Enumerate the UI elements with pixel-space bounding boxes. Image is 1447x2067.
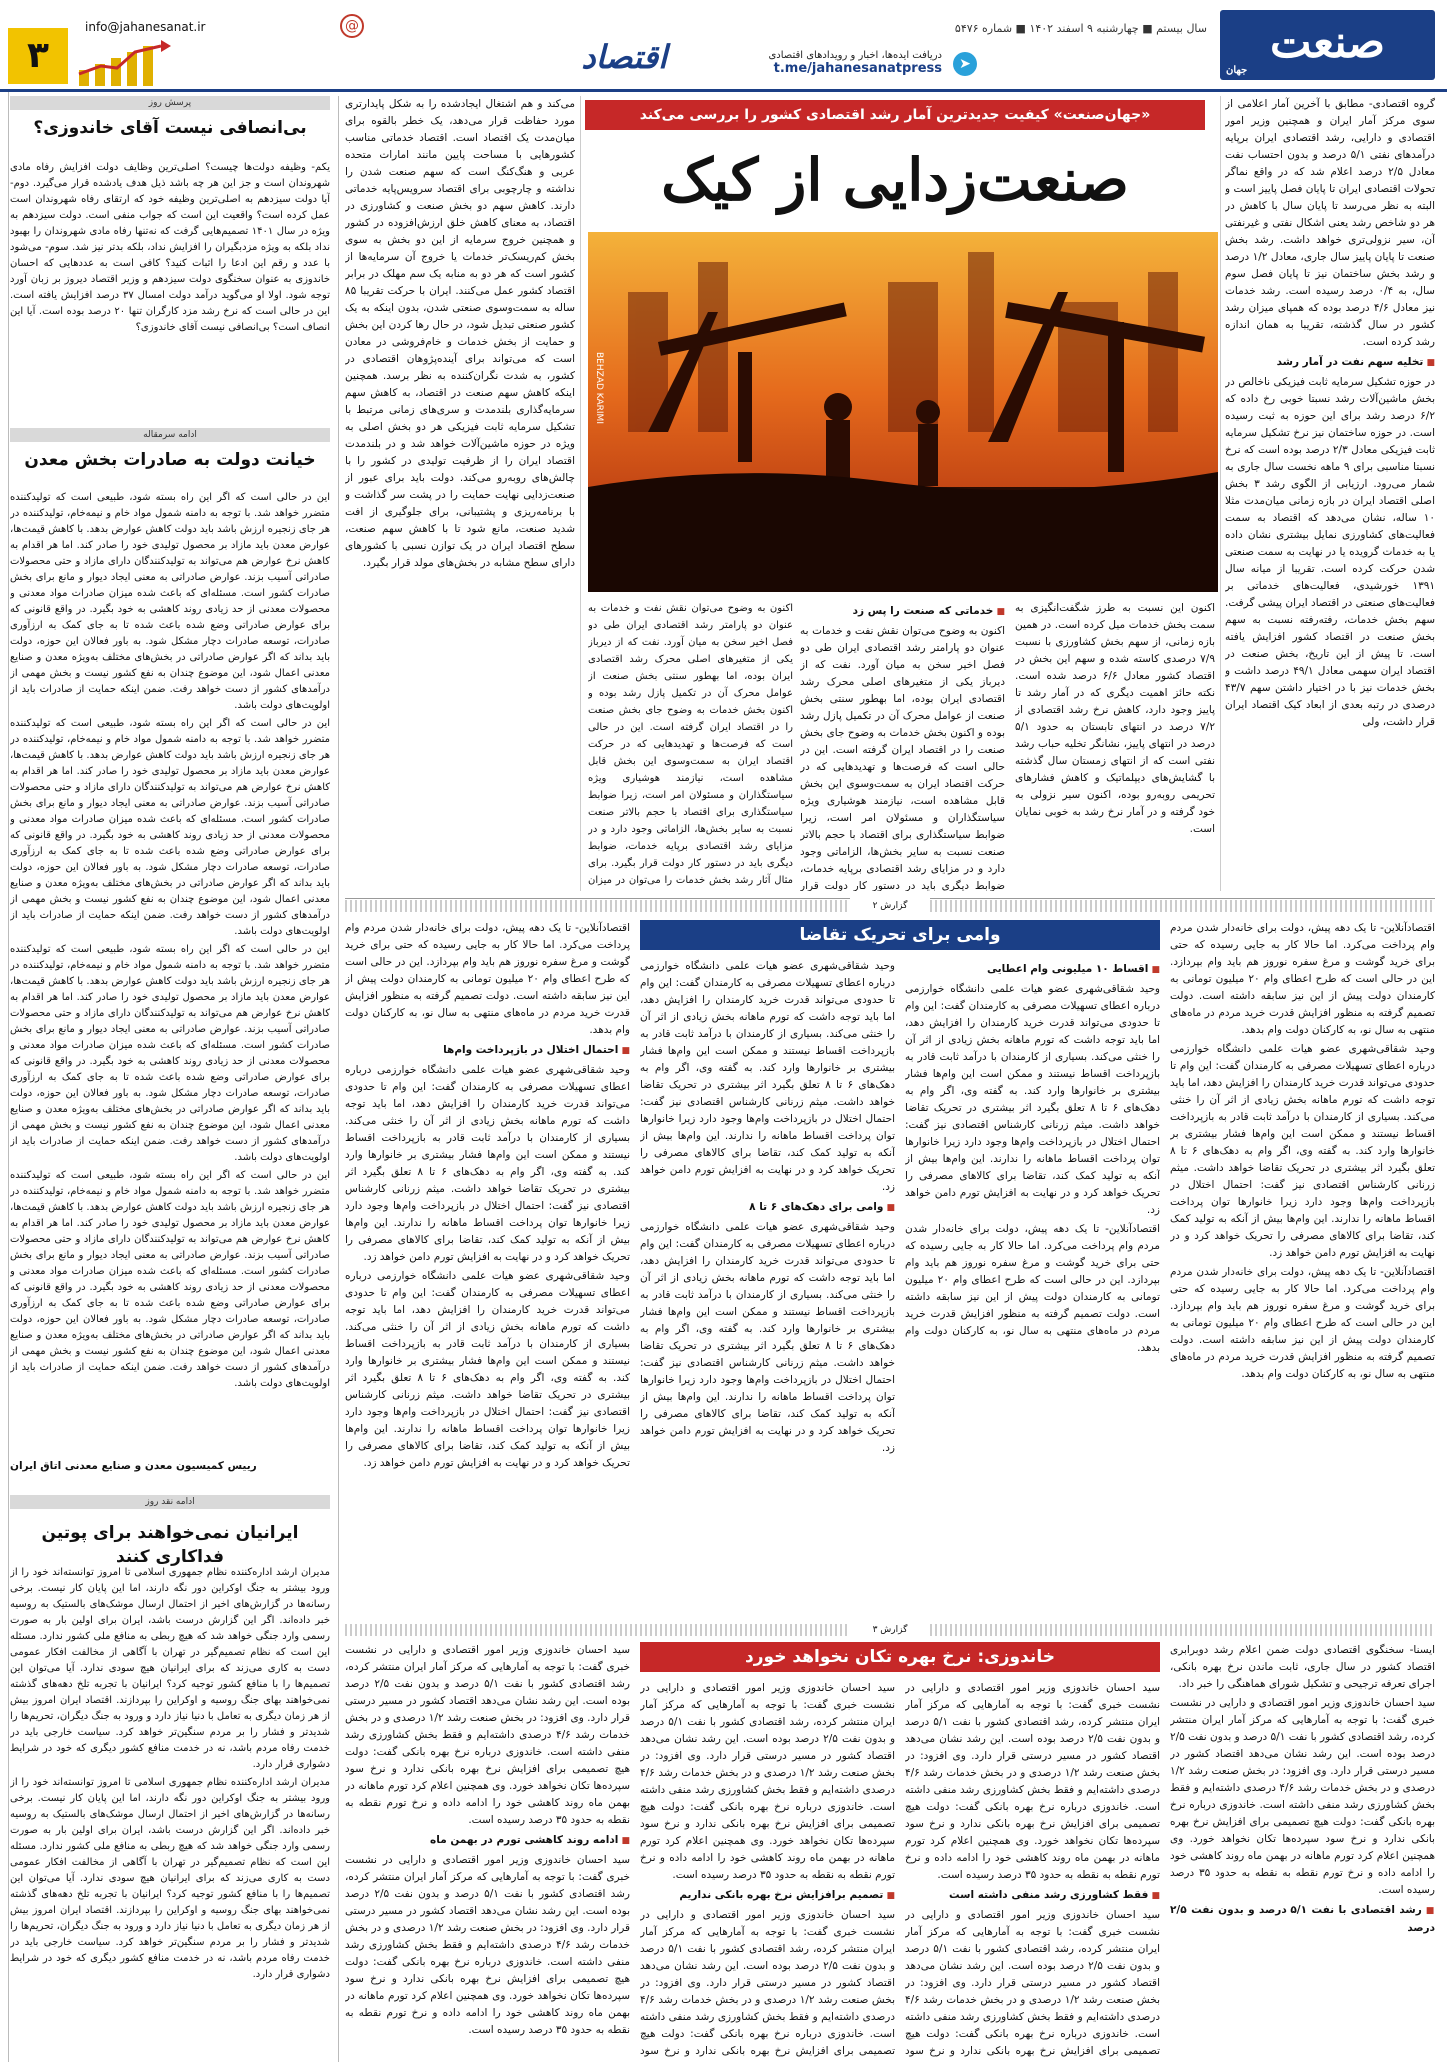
- report3-subhead-4: ■ ادامه روند کاهشی تورم در بهمن ماه: [345, 1832, 630, 1850]
- report3-text-3: سید احسان خاندوزی وزیر امور اقتصادی و دارایی در نشست خبری گفت: با توجه به آمارهایی که مرکز آمار ایران منتشر کرده، رشد اقتصادی کشور با نفت ۵/۱ درصد و بدون نفت ۲/۵ درصد بوده است. این رشد نشان می‌دهد اقتصاد کشور در مسیر درستی قرار دارد. وی افزود: در بخش صنعت رشد ۱/۲ درصدی و در بخش خدمات رشد ۴/۶ درصدی داشته‌ایم و فقط بخش کشاورزی رشد منفی داشته است. خاندوزی درباره نرخ بهره بانکی گفت: دولت هیچ تصمیمی برای افزایش نرخ بهره بانکی ندارد و نرخ سود: [905, 1909, 1160, 2057]
- report2-lead-repeat: اقتصادآنلاین- تا یک دهه پیش، دولت برای خانه‌دار شدن مردم وام پرداخت می‌کرد. اما حالا کار به جایی رسیده که حتی برای خرید گوشت و مرغ سفره نوروز هم باید وام بپردازد. این در حالی است که طرح اعطای وام ۲۰ میلیون تومانی به کارمندان دولت پیش از این نیز سابقه داشته است. دولت تصمیم گرفته به منظور افزایش قدرت خرید مردم در ماه‌های منتهی به سال نو، به کارکنان دولت وام بدهد.: [1170, 1266, 1435, 1380]
- report3-col-3: [640, 1680, 895, 2062]
- report2-col-3: [640, 958, 895, 1610]
- critique-title: ایرانیان نمی‌خواهند برای پوتین فداکاری کنند: [41, 1523, 299, 1567]
- main-body-d: می‌کند و هم اشتغال ایجادشده را به شکل پایدارتری مورد حفاظت قرار می‌دهد، یک خطر بالقوه برای میان‌مدت یک اقتصاد است. اقتصاد خدماتی مناسب کشورهایی با مساحت پایین مانند امارات متحده عربی و هنگ‌کنگ است که سهم صنعت شدن را نداشته و چارچوبی برای اقتصاد سرویس‌پایه خدماتی دارند. کاهش سهم دو بخش صنعت و کشاورزی در اقتصاد، به معنای کاهش خلق ارزش‌افزوده در کشور و همچنین خروج سرمایه از این دو بخش به سوی بخش کم‌ریسک‌تر خدمات یا خروج آن سرمایه‌ها از کشور است که هر دو به منابه یک سم مهلک در برابر اقتصاد کشور عمل می‌کنند. ایران با حرکت تقریبا ۸۵ ساله به سمت‌وسوی صنعتی شدن، بدون اینکه به یک کشور صنعتی تبدیل شود، در حال رها کردن این بخش و حمایت از بخش خدمات و خام‌فروشی در معادن است که می‌تواند برای آینده‌پژوهان اقتصادی در کشور، به شدت نگران‌کننده به نظر برسد. همچنین اینکه کاهش سهم صنعت در اقتصاد، به کاهش سهم سرمایه‌گذاری بلندمدت و سری‌های زمانی مرتبط با تشکیل سرمایه ثابت فیزیکی هر دو بخش اصلی به ویژه در حوزه ماشین‌آلات خواهد شد و در بلندمدت اقتصاد ایران را از ظرفیت تولیدی در کشور را با چالش‌های روبه‌رو می‌کند. دولت باید برای عبور از صنعت‌زدایی نهایت حمایت را در پشت سر گذاشت و با برنامه‌ریزی و پشتیبانی، برای جلوگیری از افت شدید صنعت، مانع شود تا با کاهش سهم صنعت، سطح اقتصاد ایران در یک توازن نسبی با کشورهای دارای سطح مشابه در بخش‌های مولد قرار بگیرد.: [345, 98, 575, 569]
- report3-label: گزارش ۳: [850, 1622, 930, 1638]
- question-title: بی‌انصافی نیست آقای خاندوزی؟: [33, 118, 307, 138]
- main-body-c: اکنون به وضوح می‌توان نقش نفت و خدمات به عنوان دو پارامتر رشد اقتصادی ایران طی دو فصل اخیر سخن به میان آورد. نفت که از دیرباز یکی از متغیرهای اصلی محرک رشد اقتصادی ایران بوده، اما بهطور سنتی بخش صنعت از عوامل محرک آن در تکمیل پازل رشد بوده و اکنون بخش خدمات به وضوح جای بخش صنعت را در اقتصاد ایران گرفته است. این در حالی است که فرصت‌ها و تهدیدهایی که در حرکت اقتصاد ایران به سمت‌وسوی این بخش قابل مشاهده است، نیازمند هوشیاری ویژه سیاستگذاران و مسئولان امر است، زیرا ضوابط سیاستگذاری برای اقتصاد با حجم بالاتر صنعت نسبت به سایر بخش‌ها، الزاماتی وجود دارد و در مزایای رشد اقتصادی برپایه خدمات، ضوابط دیگری باید در دستور کار دولت قرار: [800, 625, 1005, 891]
- masthead: [0, 0, 1447, 92]
- telegram-block[interactable]: [768, 50, 942, 76]
- editorial-text-1: این در حالی است که اگر این راه بسته شود، طبیعی است که تولیدکننده متضرر خواهد شد. با توجه به دامنه شمول مواد خام و نیمه‌خام، تولیدکننده در هر جای زنجیره ارزش باشد باید دولت کاهش عوارض بدهد. با کاهش قیمت‌ها، عوارض معدن باید مازاد بر محصول تولیدی خود را صادر کند. اما هر اقدام به کاهش نرخ عوارض هم می‌تواند به تولیدکنندگان دارای مازاد و حتی محصولات صادراتی آسیب بزند. عوارض صادراتی به معنی ایجاد دیوار و مانع برای بخش صادرات کشور است. مسئله‌ای که باعث شده میزان صادرات مواد معدنی و محصولات معدنی از حد زیادی روند کاهشی به خود بگیرد. در واقع قانونی که برای عوارض صادراتی وضع شده باعث شده تا به جای کمک به ارزآوری صادرات، توسعه صادرات دچار مشکل شود. به باور فعالان این حوزه، دولت باید بداند که اگر عوارض صادراتی در بخش‌های مختلف به‌ویژه معدن و صنایع معدنی اعمال شود، این موضوع چندان به نفع کشور نیست و بخش مهمی از درآمدهای کشور از دست خواهد رفت. ضمن اینکه حمایت از صادرات باید از اولویت‌های دولت باشد.: [10, 492, 330, 711]
- main-column-4: [588, 600, 793, 891]
- report2-text-7: وحید شقاقی‌شهری عضو هیات علمی دانشگاه خوارزمی درباره اعطای تسهیلات مصرفی به کارمندان گفت: این وام تا حدودی می‌تواند قدرت خرید کارمندان را افزایش دهد، اما باید توجه داشت که تورم ماهانه بخش زیادی از اثر آن را خنثی می‌کند. بسیاری از کارمندان با درآمد ثابت قادر به بازپرداخت اقساط نیستند و ممکن است این وام‌ها فشار بیشتری بر خانوارها وارد کند. به گفته وی، اگر وام به دهک‌های ۶ تا ۸ تعلق بگیرد اثر بیشتری در تحریک تقاضا خواهد داشت. میثم زرنانی کارشناس اقتصادی نیز گفت: احتمال اختلال در بازپرداخت وام‌ها وجود دارد زیرا خانوارها توان پرداخت اقساط ماهانه را ندارند. این وام‌ها بیش از آنکه به تولید کمک کند، تقاضا برای کالاهای مصرفی را تحریک خواهد کرد و در نهایت به افزایش تورم دامن خواهد زد.: [345, 1064, 630, 1263]
- report3-text-4: سید احسان خاندوزی وزیر امور اقتصادی و دارایی در نشست خبری گفت: با توجه به آمارهایی که مرکز آمار ایران منتشر کرده، رشد اقتصادی کشور با نفت ۵/۱ درصد و بدون نفت ۲/۵ درصد بوده است. این رشد نشان می‌دهد اقتصاد کشور در مسیر درستی قرار دارد. وی افزود: در بخش صنعت رشد ۱/۲ درصدی و در بخش خدمات رشد ۴/۶ درصدی داشته‌ایم و فقط بخش کشاورزی رشد منفی داشته است. خاندوزی درباره نرخ بهره بانکی گفت: دولت هیچ تصمیمی برای افزایش نرخ بهره بانکی ندارد و نرخ سود سپرده‌ها تکان نخواهد خورد. وی همچنین اعلام کرد تورم ماهانه در بهمن ماه روند کاهشی خود را ادامه داده و نرخ تورم نقطه به نقطه به حدود ۳۵ درصد رسیده است.: [640, 1682, 895, 1881]
- report2-label: گزارش ۲: [850, 898, 930, 914]
- column-rule: [1220, 96, 1221, 891]
- report2-text-3: اقتصادآنلاین- تا یک دهه پیش، دولت برای خانه‌دار شدن مردم وام پرداخت می‌کرد. اما حالا کار به جایی رسیده که حتی برای خرید گوشت و مرغ سفره نوروز هم باید وام بپردازد. این در حالی است که طرح اعطای وام ۲۰ میلیون تومانی به کارمندان دولت پیش از این نیز سابقه داشته است. دولت تصمیم گرفته به منظور افزایش قدرت خرید مردم در ماه‌های منتهی به سال نو، به کارکنان دولت وام بدهد.: [905, 1223, 1160, 1354]
- main-subhead-2: ■ خدماتی که صنعت را پس زد: [800, 603, 1005, 621]
- report3-text-2: سید احسان خاندوزی وزیر امور اقتصادی و دارایی در نشست خبری گفت: با توجه به آمارهایی که مرکز آمار ایران منتشر کرده، رشد اقتصادی کشور با نفت ۵/۱ درصد و بدون نفت ۲/۵ درصد بوده است. این رشد نشان می‌دهد اقتصاد کشور در مسیر درستی قرار دارد. وی افزود: در بخش صنعت رشد ۱/۲ درصدی و در بخش خدمات رشد ۴/۶ درصدی داشته‌ایم و فقط بخش کشاورزی رشد منفی داشته است. خاندوزی درباره نرخ بهره بانکی گفت: دولت هیچ تصمیمی برای افزایش نرخ بهره بانکی ندارد و نرخ سود سپرده‌ها تکان نخواهد خورد. وی همچنین اعلام کرد تورم ماهانه در بهمن ماه روند کاهشی خود را ادامه داده و نرخ تورم نقطه به نقطه به حدود ۳۵ درصد رسیده است.: [905, 1682, 1160, 1881]
- report3-text-6: سید احسان خاندوزی وزیر امور اقتصادی و دارایی در نشست خبری گفت: با توجه به آمارهایی که مرکز آمار ایران منتشر کرده، رشد اقتصادی کشور با نفت ۵/۱ درصد و بدون نفت ۲/۵ درصد بوده است. این رشد نشان می‌دهد اقتصاد کشور در مسیر درستی قرار دارد. وی افزود: در بخش صنعت رشد ۱/۲ درصدی و در بخش خدمات رشد ۴/۶ درصدی داشته‌ایم و فقط بخش کشاورزی رشد منفی داشته است. خاندوزی درباره نرخ بهره بانکی گفت: دولت هیچ تصمیمی برای افزایش نرخ بهره بانکی ندارد و نرخ سود سپرده‌ها تکان نخواهد خورد. وی همچنین اعلام کرد تورم ماهانه در بهمن ماه روند کاهشی خود را ادامه داده و نرخ تورم نقطه به نقطه به حدود ۳۵ درصد رسیده است.: [345, 1644, 630, 1826]
- report3-subhead-3: ■ تصمیم برافزایش نرخ بهره بانکی نداریم: [640, 1887, 895, 1905]
- main-column-5: [345, 96, 575, 891]
- report2-col-4: [345, 920, 630, 1610]
- critique-text-2: مدیران ارشد اداره‌کننده نظام جمهوری اسلامی تا امروز توانسته‌اند خود را از ورود بیشتر به جنگ اوکراین دور نگه دارند، اما این پایان کار نیست. برخی رسانه‌ها در گزارش‌های اخیر از احتمال ارسال موشک‌های بالستیک به روسیه خبر داده‌اند. اگر این گزارش درست باشد، ایران برای اولین بار به صورت رسمی وارد جنگی خواهد شد که هیچ ربطی به منافع ملی کشور ندارد. مسئله این است که نظام تصمیم‌گیر در تهران با آگاهی از مخالفت افکار عمومی دست به کاری می‌زند که برای ایرانیان هیچ سودی ندارد. آیا می‌توان این تصمیم‌ها را با منافع کشور توجیه کرد؟ ایرانیان با تجربه تلخ دهه‌های گذشته نمی‌خواهند بهای جنگ روسیه و اوکراین را بپردازند. اقتصاد ایران امروز بیش از هر زمان دیگری به تعامل با دنیا نیاز دارد و ورود به جنگ دیگران، تحریم‌ها را شدیدتر و فشار را بر مردم سنگین‌تر خواهد کرد. سیاست خارجی باید در خدمت رفاه مردم باشد، نه در خدمت منافع کشور دیگری که خود در شرایط دشواری قرار دارد.: [10, 1777, 330, 1980]
- main-subhead-1: ■ تخلیه سهم نفت در آمار رشد: [1225, 354, 1435, 372]
- section-title: اقتصاد: [581, 38, 667, 76]
- question-kicker: پرسش روز: [10, 96, 330, 110]
- report2-text-8: وحید شقاقی‌شهری عضو هیات علمی دانشگاه خوارزمی درباره اعطای تسهیلات مصرفی به کارمندان گفت: این وام تا حدودی می‌تواند قدرت خرید کارمندان را افزایش دهد، اما باید توجه داشت که تورم ماهانه بخش زیادی از اثر آن را خنثی می‌کند. بسیاری از کارمندان با درآمد ثابت قادر به بازپرداخت اقساط نیستند و ممکن است این وام‌ها فشار بیشتری بر خانوارها وارد کند. به گفته وی، اگر وام به دهک‌های ۶ تا ۸ تعلق بگیرد اثر بیشتری در تحریک تقاضا خواهد داشت. میثم زرنانی کارشناس اقتصادی نیز گفت: احتمال اختلال در بازپرداخت وام‌ها وجود دارد زیرا خانوارها توان پرداخت اقساط ماهانه را ندارند. این وام‌ها بیش از آنکه به تولید کمک کند، تقاضا برای کالاهای مصرفی را تحریک خواهد کرد و در نهایت به افزایش تورم دامن خواهد زد.: [345, 1270, 630, 1469]
- sidebar-critique-box: [10, 1495, 330, 1575]
- main-column-2: [1015, 600, 1215, 891]
- critique-kicker: ادامه نقد روز: [10, 1495, 330, 1509]
- report3-col-4: [345, 1642, 630, 2062]
- telegram-label: دریافت ایده‌ها، اخبار و رویدادهای اقتصادی: [768, 50, 942, 61]
- report3-title: خاندوزی: نرخ بهره تکان نخواهد خورد: [640, 1642, 1160, 1672]
- sidebar-editorial-box: [10, 428, 330, 478]
- report3-text-7: سید احسان خاندوزی وزیر امور اقتصادی و دارایی در نشست خبری گفت: با توجه به آمارهایی که مرکز آمار ایران منتشر کرده، رشد اقتصادی کشور با نفت ۵/۱ درصد و بدون نفت ۲/۵ درصد بوده است. این رشد نشان می‌دهد اقتصاد کشور در مسیر درستی قرار دارد. وی افزود: در بخش صنعت رشد ۱/۲ درصدی و در بخش خدمات رشد ۴/۶ درصدی داشته‌ایم و فقط بخش کشاورزی رشد منفی داشته است. خاندوزی درباره نرخ بهره بانکی گفت: دولت هیچ تصمیمی برای افزایش نرخ بهره بانکی ندارد و نرخ سود سپرده‌ها تکان نخواهد خورد. وی همچنین اعلام کرد تورم ماهانه در بهمن ماه روند کاهشی خود را ادامه داده و نرخ تورم نقطه به نقطه به حدود ۳۵ درصد رسیده است.: [345, 1854, 630, 2036]
- image-credit: BEHZAD KARIMI: [594, 352, 604, 424]
- main-photo: [588, 232, 1218, 592]
- email-address[interactable]: info@jahanesanat.ir: [85, 20, 206, 34]
- report2-text-4: وحید شقاقی‌شهری عضو هیات علمی دانشگاه خوارزمی درباره اعطای تسهیلات مصرفی به کارمندان گفت: این وام تا حدودی می‌تواند قدرت خرید کارمندان را افزایش دهد، اما باید توجه داشت که تورم ماهانه بخش زیادی از اثر آن را خنثی می‌کند. بسیاری از کارمندان با درآمد ثابت قادر به بازپرداخت اقساط نیستند و ممکن است این وام‌ها فشار بیشتری بر خانوارها وارد کند. به گفته وی، اگر وام به دهک‌های ۶ تا ۸ تعلق بگیرد اثر بیشتری در تحریک تقاضا خواهد داشت. میثم زرنانی کارشناس اقتصادی نیز گفت: احتمال اختلال در بازپرداخت وام‌ها وجود دارد زیرا خانوارها توان پرداخت اقساط ماهانه را ندارند. این وام‌ها بیش از آنکه به تولید کمک کند، تقاضا برای کالاهای مصرفی را تحریک خواهد کرد و در نهایت به افزایش تورم دامن خواهد زد.: [640, 960, 895, 1193]
- critique-text-1: مدیران ارشد اداره‌کننده نظام جمهوری اسلامی تا امروز توانسته‌اند خود را از ورود بیشتر به جنگ اوکراین دور نگه دارند، اما این پایان کار نیست. برخی رسانه‌ها در گزارش‌های اخیر از احتمال ارسال موشک‌های بالستیک به روسیه خبر داده‌اند. اگر این گزارش درست باشد، ایران برای اولین بار به صورت رسمی وارد جنگی خواهد شد که هیچ ربطی به منافع ملی کشور ندارد. مسئله این است که نظام تصمیم‌گیر در تهران با آگاهی از مخالفت افکار عمومی دست به کاری می‌زند که برای ایرانیان هیچ سودی ندارد. آیا می‌توان این تصمیم‌ها را با منافع کشور توجیه کرد؟ ایرانیان با تجربه تلخ دهه‌های گذشته نمی‌خواهند بهای جنگ روسیه و اوکراین را بپردازند. اقتصاد ایران امروز بیش از هر زمان دیگری به تعامل با دنیا نیاز دارد و ورود به جنگ دیگران، تحریم‌ها را شدیدتر و فشار را بر مردم سنگین‌تر خواهد کرد. سیاست خارجی باید در خدمت رفاه مردم باشد، نه در خدمت منافع کشور دیگری که خود در شرایط دشواری قرار دارد.: [10, 1567, 330, 1770]
- question-body: یکم- وظیفه دولت‌ها چیست؟ اصلی‌ترین وظایف دولت افزایش رفاه مادی شهروندان است و جز این هر چه باشد ذیل هدف یادشده قرار می‌گیرد. دوم- آیا دولت سیزدهم به اصلی‌ترین وظیفه خود که ارتقای رفاه شهروندان است عمل کرده است؟ واقعیت این است که جواب منفی است. دولت سیزدهم به ویژه در سال ۱۴۰۱ تصمیم‌هایی گرفت که نه‌تنها رفاه مادی شهروندان را بهبود نداد بلکه به ویژه مزدبگیران را افزایش نداد، بلکه بدتر نیز شد. سوم- می‌شود با عدد و رقم این ادعا را اثبات کنید؟ کافی است به عددهایی که احسان خاندوزی به عنوان سخنگوی دولت سیزدهم و وزیر اقتصاد دیروز بر زبان آورد توجه شود. اولا او می‌گوید درآمد دولت امسال ۳۷ درصد افزایش یافته است. این در حالی است که نرخ رشد مزد کارگران تنها ۲۰ درصد بوده است. آیا این انصاف است؟ بی‌انصافی نیست آقای خاندوزی؟: [10, 162, 330, 333]
- report2-title: وامی برای تحریک تقاضا: [640, 920, 1160, 950]
- main-body-c-cont: اکنون به وضوح می‌توان نقش نفت و خدمات به عنوان دو پارامتر رشد اقتصادی ایران طی دو فصل اخیر سخن به میان آورد. نفت که از دیرباز یکی از متغیرهای اصلی محرک رشد اقتصادی ایران بوده، اما بهطور سنتی بخش صنعت از عوامل محرک آن در تکمیل پازل رشد بوده و اکنون بخش خدمات به وضوح جای بخش صنعت را در اقتصاد ایران گرفته است. این در حالی است که فرصت‌ها و تهدیدهایی که در حرکت اقتصاد ایران به سمت‌وسوی این بخش قابل مشاهده است، نیازمند هوشیاری ویژه سیاستگذاران و مسئولان امر است، زیرا ضوابط سیاستگذاری برای اقتصاد با حجم بالاتر صنعت نسبت به سایر بخش‌ها، الزاماتی وجود دارد و در مزایای رشد اقتصادی برپایه خدمات، ضوابط دیگری باید در دستور کار دولت قرار بگیرد. برای مثال آثار رشد بخش خدمات را می‌توان در میزان: [588, 603, 793, 886]
- page-number: ۳: [8, 28, 68, 84]
- report2-text-1: وحید شقاقی‌شهری عضو هیات علمی دانشگاه خوارزمی درباره اعطای تسهیلات مصرفی به کارمندان گفت: این وام تا حدودی می‌تواند قدرت خرید کارمندان را افزایش دهد، اما باید توجه داشت که تورم ماهانه بخش زیادی از اثر آن را خنثی می‌کند. بسیاری از کارمندان با درآمد ثابت قادر به بازپرداخت اقساط نیستند و ممکن است این وام‌ها فشار بیشتری بر خانوارها وارد کند. به گفته وی، اگر وام به دهک‌های ۶ تا ۸ تعلق بگیرد اثر بیشتری در تحریک تقاضا خواهد داشت. میثم زرنانی کارشناس اقتصادی نیز گفت: احتمال اختلال در بازپرداخت وام‌ها وجود دارد زیرا خانوارها توان پرداخت اقساط ماهانه را ندارند. این وام‌ها بیش از آنکه به تولید کمک کند، تقاضا برای کالاهای مصرفی را تحریک خواهد کرد و در نهایت به افزایش تورم دامن خواهد زد.: [1170, 1043, 1435, 1259]
- report3-col-2: [905, 1680, 1160, 2062]
- main-headline: صنعت‌زدایی از کیک: [661, 146, 1129, 214]
- report3-lead: ایسنا- سخنگوی اقتصادی دولت ضمن اعلام رشد دوبرابری اقتصاد کشور در سال جاری، ثابت ماندن نرخ بهره بانکی، اجرای تعرفه ترجیحی و تشکیل شورای هماهنگی را خبر داد.: [1170, 1644, 1435, 1690]
- main-column-1: [1225, 96, 1435, 891]
- issue-line: سال بیستم ■ چهارشنبه ۹ اسفند ۱۴۰۲ ■ شماره ۵۴۷۶: [954, 22, 1207, 35]
- report2-col-1: [1170, 920, 1435, 1610]
- newspaper-logo[interactable]: [1220, 10, 1435, 80]
- main-body-a: در حوزه تشکیل سرمایه ثابت فیزیکی ناخالص در بخش ماشین‌آلات رشد نسبتا خوبی رخ داده که ۶/۲ درصد رشد برای این حوزه به ثبت رسیده است. در حوزه ساختمان نیز نرخ تشکیل سرمایه ثابت فیزیکی معادل ۲/۳ درصد بوده است که نرخ نسبتا مناسبی برای ۹ ماهه نخست سال جاری به شمار می‌رود. ارزیابی از الگوی رشد ۳ بخش اصلی اقتصاد ایران در بازه زمانی میان‌مدت مثلا ۱۰ ساله، نشان می‌دهد که اقتصاد به سمت فعالیت‌های کشاورزی نمایل بیشتری نشان داده یا به خدمات گرویده یا در نهایت به سمت صنعتی شدن حرکت کرده است. تقریبا از میانه سال ۱۳۹۱ خورشیدی، فعالیت‌های خدماتی بر فعالیت‌های صنعتی در اقتصاد ایران پیشی گرفت. سهم بخش خدمات، رفته‌رفته نسبت به سهم بخش صنعت در اقتصاد کشور افزایش یافته است. تا پیش از این تاریخ، بخش صنعت در اقتصاد ایران سهمی معادل ۴۹/۱ درصد داشت و بخش خدمات نیز با در اختیار داشتن سهم ۴۳/۷ درصدی در رتبه بعدی از ابعاد کیک اقتصاد ایران قرار داشت، ولی: [1225, 376, 1435, 728]
- report2-text-2: وحید شقاقی‌شهری عضو هیات علمی دانشگاه خوارزمی درباره اعطای تسهیلات مصرفی به کارمندان گفت: این وام تا حدودی می‌تواند قدرت خرید کارمندان را افزایش دهد، اما باید توجه داشت که تورم ماهانه بخش زیادی از اثر آن را خنثی می‌کند. بسیاری از کارمندان با درآمد ثابت قادر به بازپرداخت اقساط نیستند و ممکن است این وام‌ها فشار بیشتری بر خانوارها وارد کند. به گفته وی، اگر وام به دهک‌های ۶ تا ۸ تعلق بگیرد اثر بیشتری در تحریک تقاضا خواهد داشت. میثم زرنانی کارشناس اقتصادی نیز گفت: احتمال اختلال در بازپرداخت وام‌ها وجود دارد زیرا خانوارها توان پرداخت اقساط ماهانه را ندارند. این وام‌ها بیش از آنکه به تولید کمک کند، تقاضا برای کالاهای مصرفی را تحریک خواهد کرد و در نهایت به افزایش تورم دامن خواهد زد.: [905, 983, 1160, 1216]
- report3-col-1: [1170, 1642, 1435, 2062]
- report2-text-5: وحید شقاقی‌شهری عضو هیات علمی دانشگاه خوارزمی درباره اعطای تسهیلات مصرفی به کارمندان گفت: این وام تا حدودی می‌تواند قدرت خرید کارمندان را افزایش دهد، اما باید توجه داشت که تورم ماهانه بخش زیادی از اثر آن را خنثی می‌کند. بسیاری از کارمندان با درآمد ثابت قادر به بازپرداخت اقساط نیستند و ممکن است این وام‌ها فشار بیشتری بر خانوارها وارد کند. به گفته وی، اگر وام به دهک‌های ۶ تا ۸ تعلق بگیرد اثر بیشتری در تحریک تقاضا خواهد داشت. میثم زرنانی کارشناس اقتصادی نیز گفت: احتمال اختلال در بازپرداخت وام‌ها وجود دارد زیرا خانوارها توان پرداخت اقساط ماهانه را ندارند. این وام‌ها بیش از آنکه به تولید کمک کند، تقاضا برای کالاهای مصرفی را تحریک خواهد کرد و در نهایت به افزایش تورم دامن خواهد زد.: [640, 1221, 895, 1454]
- editorial-text-2: این در حالی است که اگر این راه بسته شود، طبیعی است که تولیدکننده متضرر خواهد شد. با توجه به دامنه شمول مواد خام و نیمه‌خام، تولیدکننده در هر جای زنجیره ارزش باشد باید دولت کاهش عوارض بدهد. با کاهش قیمت‌ها، عوارض معدن باید مازاد بر محصول تولیدی خود را صادر کند. اما هر اقدام به کاهش نرخ عوارض هم می‌تواند به تولیدکنندگان دارای مازاد و حتی محصولات صادراتی آسیب بزند. عوارض صادراتی به معنی ایجاد دیوار و مانع برای بخش صادرات کشور است. مسئله‌ای که باعث شده میزان صادرات مواد معدنی و محصولات معدنی از حد زیادی روند کاهشی به خود بگیرد. در واقع قانونی که برای عوارض صادراتی وضع شده باعث شده تا به جای کمک به ارزآوری صادرات، توسعه صادرات دچار مشکل شود. به باور فعالان این حوزه، دولت باید بداند که اگر عوارض صادراتی در بخش‌های مختلف به‌ویژه معدن و صنایع معدنی اعمال شود، این موضوع چندان به نفع کشور نیست و بخش مهمی از درآمدهای کشور از دست خواهد رفت. ضمن اینکه حمایت از صادرات باید از اولویت‌های دولت باشد.: [10, 718, 330, 937]
- main-kicker: «جهان‌صنعت» کیفیت جدیدترین آمار رشد اقتصادی کشور را بررسی می‌کند: [585, 100, 1205, 130]
- report3-text-5: سید احسان خاندوزی وزیر امور اقتصادی و دارایی در نشست خبری گفت: با توجه به آمارهایی که مرکز آمار ایران منتشر کرده، رشد اقتصادی کشور با نفت ۵/۱ درصد و بدون نفت ۲/۵ درصد بوده است. این رشد نشان می‌دهد اقتصاد کشور در مسیر درستی قرار دارد. وی افزود: در بخش صنعت رشد ۱/۲ درصدی و در بخش خدمات رشد ۴/۶ درصدی داشته‌ایم و فقط بخش کشاورزی رشد منفی داشته است. خاندوزی درباره نرخ بهره بانکی گفت: دولت هیچ تصمیمی برای افزایش نرخ بهره بانکی ندارد و نرخ سود: [640, 1909, 895, 2057]
- editorial-body: [10, 490, 330, 1490]
- editorial-text-3: این در حالی است که اگر این راه بسته شود، طبیعی است که تولیدکننده متضرر خواهد شد. با توجه به دامنه شمول مواد خام و نیمه‌خام، تولیدکننده در هر جای زنجیره ارزش باشد باید دولت کاهش عوارض بدهد. با کاهش قیمت‌ها، عوارض معدن باید مازاد بر محصول تولیدی خود را صادر کند. اما هر اقدام به کاهش نرخ عوارض هم می‌تواند به تولیدکنندگان دارای مازاد و حتی محصولات صادراتی آسیب بزند. عوارض صادراتی به معنی ایجاد دیوار و مانع برای بخش صادرات کشور است. مسئله‌ای که باعث شده میزان صادرات مواد معدنی و محصولات معدنی از حد زیادی روند کاهشی به خود بگیرد. در واقع قانونی که برای عوارض صادراتی وضع شده باعث شده تا به جای کمک به ارزآوری صادرات، توسعه صادرات دچار مشکل شود. به باور فعالان این حوزه، دولت باید بداند که اگر عوارض صادراتی در بخش‌های مختلف به‌ویژه معدن و صنایع معدنی اعمال شود، این موضوع چندان به نفع کشور نیست و بخش مهمی از درآمدهای کشور از دست خواهد رفت. ضمن اینکه حمایت از صادرات باید از اولویت‌های دولت باشد.: [10, 944, 330, 1163]
- report3-text-1: سید احسان خاندوزی وزیر امور اقتصادی و دارایی در نشست خبری گفت: با توجه به آمارهایی که مرکز آمار ایران منتشر کرده، رشد اقتصادی کشور با نفت ۵/۱ درصد و بدون نفت ۲/۵ درصد بوده است. این رشد نشان می‌دهد اقتصاد کشور در مسیر درستی قرار دارد. وی افزود: در بخش صنعت رشد ۱/۲ درصدی و در بخش خدمات رشد ۴/۶ درصدی داشته‌ایم و فقط بخش کشاورزی رشد منفی داشته است. خاندوزی درباره نرخ بهره بانکی گفت: دولت هیچ تصمیمی برای افزایش نرخ بهره بانکی ندارد و نرخ سود سپرده‌ها تکان نخواهد خورد. وی همچنین اعلام کرد تورم ماهانه در بهمن ماه روند کاهشی خود را ادامه داده و نرخ تورم نقطه به نقطه به حدود ۳۵ درصد رسیده است.: [1170, 1697, 1435, 1896]
- column-rule: [338, 96, 339, 2062]
- main-body-b: اکنون این نسبت به طرز شگفت‌انگیزی به سمت بخش خدمات میل کرده است. در همین بازه زمانی، از سهم بخش کشاورزی با نسبت ۷/۹ درصدی کاسته شده و سهم این بخش در اقتصاد کشور معادل ۶/۶ درصد شده است. نکته حائز اهمیت دیگری که در آمار رشد تا پاییز وجود دارد، کاهش نرخ رشد اقتصادی از ۷/۲ درصد در انتهای تابستان به حدود ۵/۱ درصد در انتهای پاییز، نشانگر تخلیه حباب رشد نفتی است که از انتهای زمستان سال گذشته با گشایش‌های دیپلماتیک و کاهش فشارهای تحریمی روبه‌رو بوده، اکنون سیر نزولی به خود گرفته و در آمار نرخ رشد به خوبی نمایان است.: [1015, 602, 1215, 835]
- editorial-title: خیانت دولت به صادرات بخش معدن: [24, 450, 316, 470]
- telegram-link[interactable]: t.me/jahanesanatpress: [773, 61, 942, 76]
- report2-subhead-2: ■ احتمال اختلال در بازپرداخت وام‌ها: [345, 1042, 630, 1060]
- logo-subtext: جهان: [1226, 65, 1248, 76]
- report3-subhead-2: ■ فقط کشاورزی رشد منفی داشته است: [905, 1887, 1160, 1905]
- report3-subhead-1: ■ رشد اقتصادی با نفت ۵/۱ درصد و بدون نفت ۲/۵ درصد: [1170, 1902, 1435, 1937]
- logo-text: صنعت: [1269, 17, 1386, 68]
- report2-subhead-3: ■ وامی برای دهک‌های ۶ تا ۸: [640, 1199, 895, 1217]
- growth-chart-icon: [75, 40, 185, 86]
- editorial-kicker: ادامه سرمقاله: [10, 428, 330, 442]
- editorial-signature: رییس کمیسیون معدن و صنایع معدنی اتاق ایران: [10, 1460, 257, 1472]
- main-lead: گروه اقتصادی- مطابق با آخرین آمار اعلامی از سوی مرکز آمار ایران و همچنین وزیر امور اقتصادی و دارایی، رشد اقتصادی ایران برپایه درآمدهای نفتی ۵/۱ درصد و بدون احتساب نفت معادل ۲/۵ درصد اعلام شد که در واقع نماگر تحولات اقتصادی ایران تا پایان فصل پاییز است و البته به نظر می‌رسد تا پایان سال با کاهش در هر دو شاخص رشد یعنی اشکال نفتی و غیرنفتی آن، سیر نزولی‌تری خواهد داشت. رشد بخش صنعت تا پایان پاییز سال جاری، معادل ۱/۲ درصد و رشد بخش ساختمان نیز تا پایان فصل سوم سال، به ۰/۴ درصد رسیده است. رشد خدمات نیز معادل ۴/۶ درصد بوده که همپای میزان رشد کشور در سال گذشته، تقریبا به همان اندازه رشد کرده است.: [1225, 98, 1435, 348]
- oil-pump-illustration: [588, 232, 1218, 592]
- report2-lead: اقتصادآنلاین- تا یک دهه پیش، دولت برای خانه‌دار شدن مردم وام پرداخت می‌کرد. اما حالا کار به جایی رسیده که حتی برای خرید گوشت و مرغ سفره نوروز هم باید وام بپردازد. این در حالی است که طرح اعطای وام ۲۰ میلیون تومانی به کارمندان دولت پیش از این نیز سابقه داشته است. دولت تصمیم گرفته به منظور افزایش قدرت خرید مردم در ماه‌های منتهی به سال نو، به کارکنان دولت وام بدهد.: [1170, 922, 1435, 1036]
- telegram-icon[interactable]: ➤: [953, 52, 977, 76]
- report2-subhead-1: ■ اقساط ۱۰ میلیونی وام اعطایی: [905, 961, 1160, 979]
- column-rule: [580, 96, 581, 891]
- report2-text-6: اقتصادآنلاین- تا یک دهه پیش، دولت برای خانه‌دار شدن مردم وام پرداخت می‌کرد. اما حالا کار به جایی رسیده که حتی برای خرید گوشت و مرغ سفره نوروز هم باید وام بپردازد. این در حالی است که طرح اعطای وام ۲۰ میلیون تومانی به کارمندان دولت پیش از این نیز سابقه داشته است. دولت تصمیم گرفته به منظور افزایش قدرت خرید مردم در ماه‌های منتهی به سال نو، به کارکنان دولت وام بدهد.: [345, 922, 630, 1036]
- email-icon: @: [340, 14, 364, 38]
- report2-col-2: [905, 958, 1160, 1610]
- editorial-text-4: این در حالی است که اگر این راه بسته شود، طبیعی است که تولیدکننده متضرر خواهد شد. با توجه به دامنه شمول مواد خام و نیمه‌خام، تولیدکننده در هر جای زنجیره ارزش باشد باید دولت کاهش عوارض بدهد. با کاهش قیمت‌ها، عوارض معدن باید مازاد بر محصول تولیدی خود را صادر کند. اما هر اقدام به کاهش نرخ عوارض هم می‌تواند به تولیدکنندگان دارای مازاد و حتی محصولات صادراتی آسیب بزند. عوارض صادراتی به معنی ایجاد دیوار و مانع برای بخش صادرات کشور است. مسئله‌ای که باعث شده میزان صادرات مواد معدنی و محصولات معدنی از حد زیادی روند کاهشی به خود بگیرد. در واقع قانونی که برای عوارض صادراتی وضع شده باعث شده تا به جای کمک به ارزآوری صادرات، توسعه صادرات دچار مشکل شود. به باور فعالان این حوزه، دولت باید بداند که اگر عوارض صادراتی در بخش‌های مختلف به‌ویژه معدن و صنایع معدنی اعمال شود، این موضوع چندان به نفع کشور نیست و بخش مهمی از درآمدهای کشور از دست خواهد رفت. ضمن اینکه حمایت از صادرات باید از اولویت‌های دولت باشد.: [10, 1170, 330, 1389]
- sidebar-question-box: [10, 96, 330, 146]
- main-column-3: [800, 600, 1005, 891]
- critique-body: [10, 1565, 330, 2060]
